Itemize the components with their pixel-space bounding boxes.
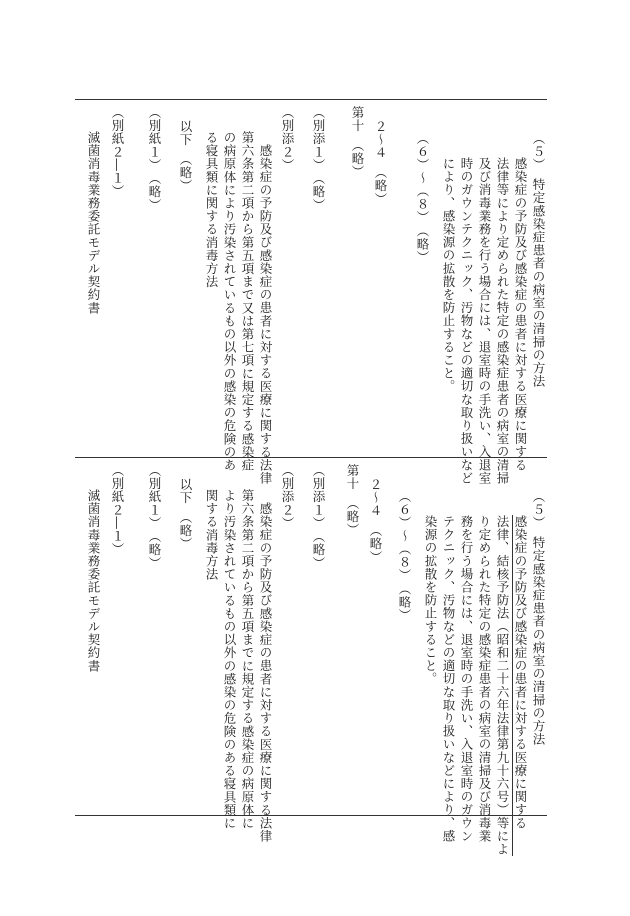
item6-8-omitted: （６）～（８） （略）	[415, 132, 430, 264]
attachment2-title-line: 感染症の予防及び感染症の患者に対する医療に関する法律	[258, 144, 273, 485]
item6-8-omitted: （６）～（８） （略）	[397, 490, 412, 622]
item5-body-line: 務を行う場合には、退室時の手洗い、入退室時のガウン	[459, 515, 474, 843]
contract-title: 滅菌消毒業務委託モデル契約書	[86, 131, 101, 315]
item5-body-line: り定められた特定の感染症患者の病室の清掃及び消毒業	[477, 515, 492, 843]
appendix1-omitted: （別紙１） （略）	[147, 106, 162, 212]
section10-omitted: 第十 （略）	[345, 464, 360, 537]
item5-body-line: 及び消毒業務を行う場合には、退室時の手洗い、入退室	[477, 157, 492, 485]
item5-body-line: テクニック、汚物などの適切な取り扱いなどにより、感	[441, 515, 456, 843]
item2-4-omitted: ２～４ （略）	[373, 120, 388, 206]
item5-heading: （５） 特定感染症患者の病室の清掃の方法	[531, 132, 546, 388]
attachment2-heading: （別添２）	[280, 464, 295, 530]
attachment1-omitted: （別添１） （略）	[311, 106, 326, 212]
attachment2-title-line: の病原体により汚染されているもの以外の感染の危険のあ	[222, 131, 237, 472]
appendix2-1-heading: （別紙２―１）	[110, 464, 125, 556]
panel-current	[75, 458, 547, 856]
contract-title: 滅菌消毒業務委託モデル契約書	[86, 489, 101, 673]
attachment2-title-line: 関する消毒方法	[204, 489, 219, 581]
attachment2-title-line: より汚染されているもの以外の感染の危険のある寝具類に	[222, 489, 237, 830]
item5-body-line: 染源の拡散を防止すること。	[423, 515, 438, 686]
item5-body-line: 時のガウンテクニック、汚物などの適切な取り扱いなど	[459, 157, 474, 485]
item5-body-line: により、感染源の拡散を防止すること。	[441, 157, 456, 393]
item2-4-omitted: ２～４ （略）	[368, 478, 383, 564]
attachment2-title-line: る寝具類に関する消毒方法	[204, 131, 219, 289]
item5-body-line: 法律等により定められた特定の感染症患者の病室の清掃	[495, 157, 510, 485]
appendix1-omitted: （別紙１） （略）	[147, 464, 162, 570]
attachment2-title-line: 第六条第二項から第五項までに規定する感染症の病原体に	[240, 489, 255, 830]
attachment2-title-line: 第六条第二項から第五項まで又は第七項に規定する感染症	[240, 131, 255, 472]
panel-revised	[75, 100, 547, 485]
attachment2-heading: （別添２）	[280, 106, 295, 172]
item5-body-line-underlined: 法律、結核予防法（昭和二十六年法律第九十六号）等によ	[493, 515, 513, 856]
attachment2-title-line: 感染症の予防及び感染症の患者に対する医療に関する法律	[258, 502, 273, 843]
below-omitted: 以下 （略）	[178, 120, 193, 193]
below-omitted: 以下 （略）	[178, 478, 193, 551]
item5-body-line: 感染症の予防及び感染症の患者に対する医療に関する	[513, 157, 528, 472]
section10-omitted: 第十 （略）	[350, 106, 365, 179]
item5-heading: （５） 特定感染症患者の病室の清掃の方法	[531, 490, 546, 746]
appendix2-1-heading: （別紙２―１）	[110, 106, 125, 198]
attachment1-omitted: （別添１） （略）	[311, 464, 326, 570]
item5-body-line: 感染症の予防及び感染症の患者に対する医療に関する	[513, 515, 528, 830]
